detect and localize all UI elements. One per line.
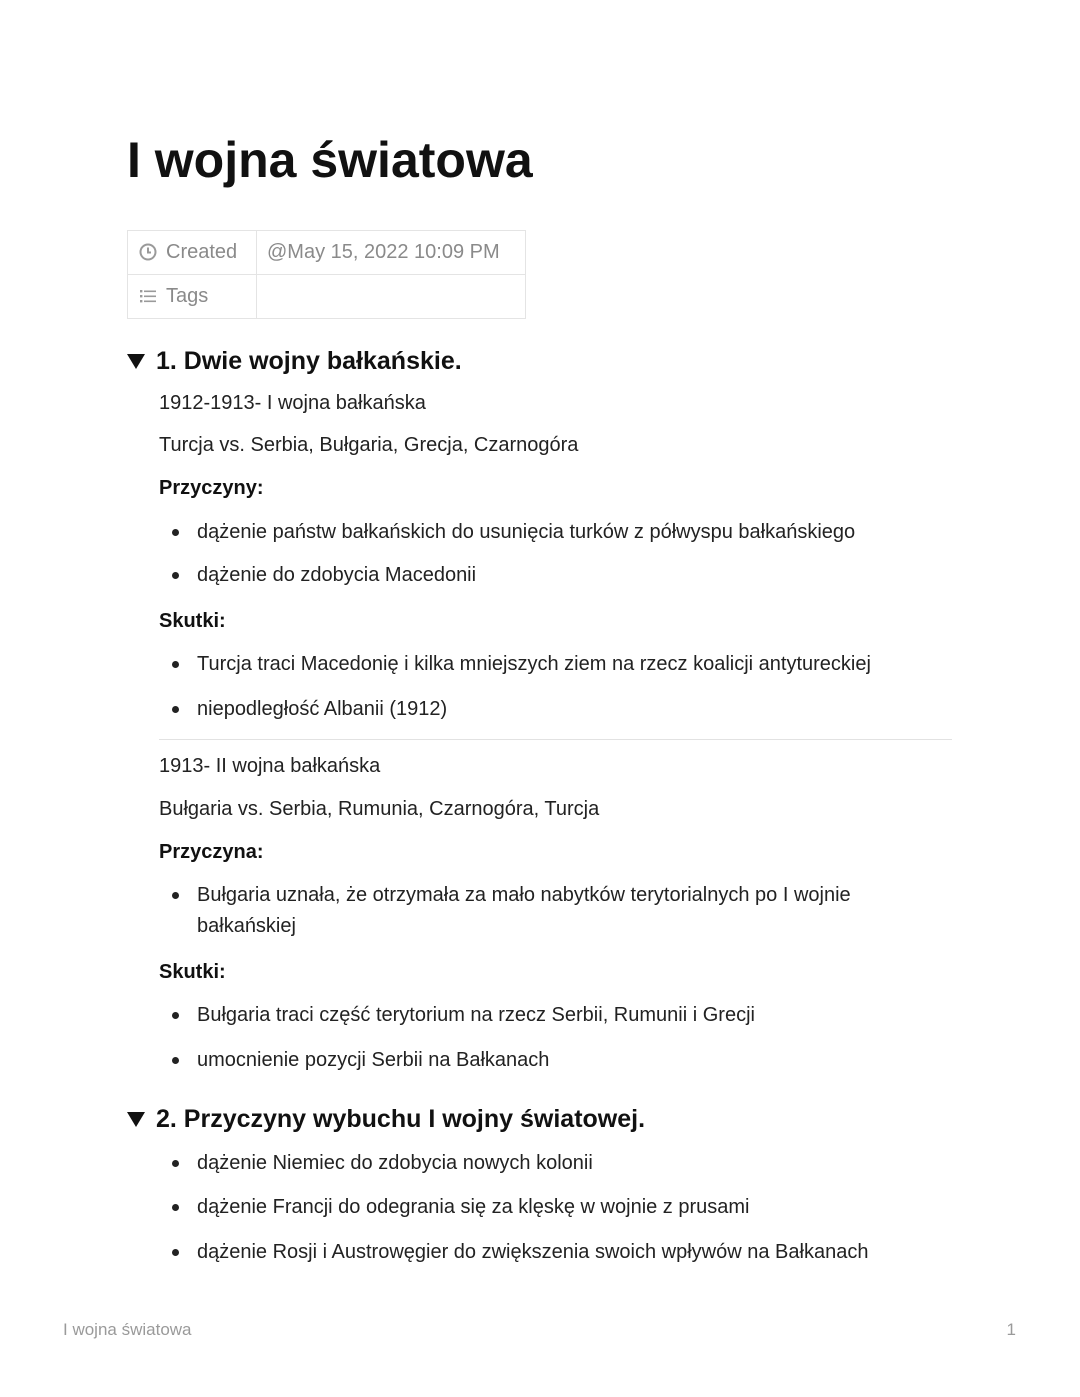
divider bbox=[159, 739, 952, 740]
list-item: Bułgaria uznała, że otrzymała za mało nabytków terytorialnych po I wojnie bałkańskiej bbox=[172, 880, 912, 942]
page-title: I wojna światowa bbox=[127, 132, 533, 188]
bullet-dot bbox=[172, 1057, 179, 1064]
bullet-dot bbox=[172, 1249, 179, 1256]
war1-dates: 1912-1913- I wojna bałkańska bbox=[159, 392, 426, 414]
toggle-triangle-icon[interactable] bbox=[127, 1112, 145, 1127]
list-item: Bułgaria traci część terytorium na rzecz Serbii, Rumunii i Grecji bbox=[172, 1000, 912, 1031]
footer-page-number: 1 bbox=[1006, 1320, 1016, 1339]
toggle-heading-2[interactable] bbox=[127, 1103, 645, 1135]
war2-cause-label: Przyczyna: bbox=[159, 841, 264, 863]
list-item: niepodległość Albanii (1912) bbox=[172, 694, 912, 725]
bullet-dot bbox=[172, 892, 179, 899]
list-item: dążenie do zdobycia Macedonii bbox=[172, 560, 912, 591]
property-label-created: Created bbox=[166, 241, 238, 263]
list-item: umocnienie pozycji Serbii na Bałkanach bbox=[172, 1045, 912, 1076]
list-item: Turcja traci Macedonię i kilka mniejszych ziem na rzecz koalicji antytureckiej bbox=[172, 649, 912, 680]
war2-effects-label: Skutki: bbox=[159, 961, 226, 983]
bullet-dot bbox=[172, 572, 179, 579]
list-item: dążenie państw bałkańskich do usunięcia turków z półwyspu bałkańskiego bbox=[172, 517, 912, 548]
bullet-dot bbox=[172, 1204, 179, 1211]
list-item: dążenie Francji do odegrania się za klęskę w wojnie z prusami bbox=[172, 1192, 912, 1223]
war1-causes-label: Przyczyny: bbox=[159, 477, 264, 499]
property-value-tags[interactable] bbox=[257, 275, 526, 319]
bullet-dot bbox=[172, 529, 179, 536]
bullet-dot bbox=[172, 706, 179, 713]
property-label-tags: Tags bbox=[166, 285, 209, 307]
bullet-dot bbox=[172, 661, 179, 668]
property-row-tags[interactable] bbox=[128, 275, 526, 319]
clock-icon bbox=[138, 242, 158, 262]
section-1-heading: 1. Dwie wojny bałkańskie. bbox=[156, 347, 462, 375]
property-value-created[interactable]: @May 15, 2022 10:09 PM bbox=[257, 231, 526, 275]
list-item: dążenie Rosji i Austrowęgier do zwiększenia swoich wpływów na Bałkanach bbox=[172, 1237, 912, 1268]
properties-table bbox=[127, 230, 526, 319]
war1-sides: Turcja vs. Serbia, Bułgaria, Grecja, Czarnogóra bbox=[159, 434, 579, 456]
bullet-dot bbox=[172, 1012, 179, 1019]
war1-effects-label: Skutki: bbox=[159, 610, 226, 632]
list-item: dążenie Niemiec do zdobycia nowych kolonii bbox=[172, 1148, 912, 1179]
footer-doc-title: I wojna światowa bbox=[63, 1320, 192, 1339]
list-icon bbox=[138, 286, 158, 306]
property-row-created[interactable] bbox=[128, 231, 526, 275]
section-2-heading: 2. Przyczyny wybuchu I wojny światowej. bbox=[156, 1105, 646, 1133]
toggle-triangle-icon[interactable] bbox=[127, 354, 145, 369]
war2-dates: 1913- II wojna bałkańska bbox=[159, 755, 381, 777]
war2-sides: Bułgaria vs. Serbia, Rumunia, Czarnogóra, Turcja bbox=[159, 798, 600, 820]
toggle-heading-1[interactable] bbox=[127, 345, 462, 377]
bullet-dot bbox=[172, 1160, 179, 1167]
